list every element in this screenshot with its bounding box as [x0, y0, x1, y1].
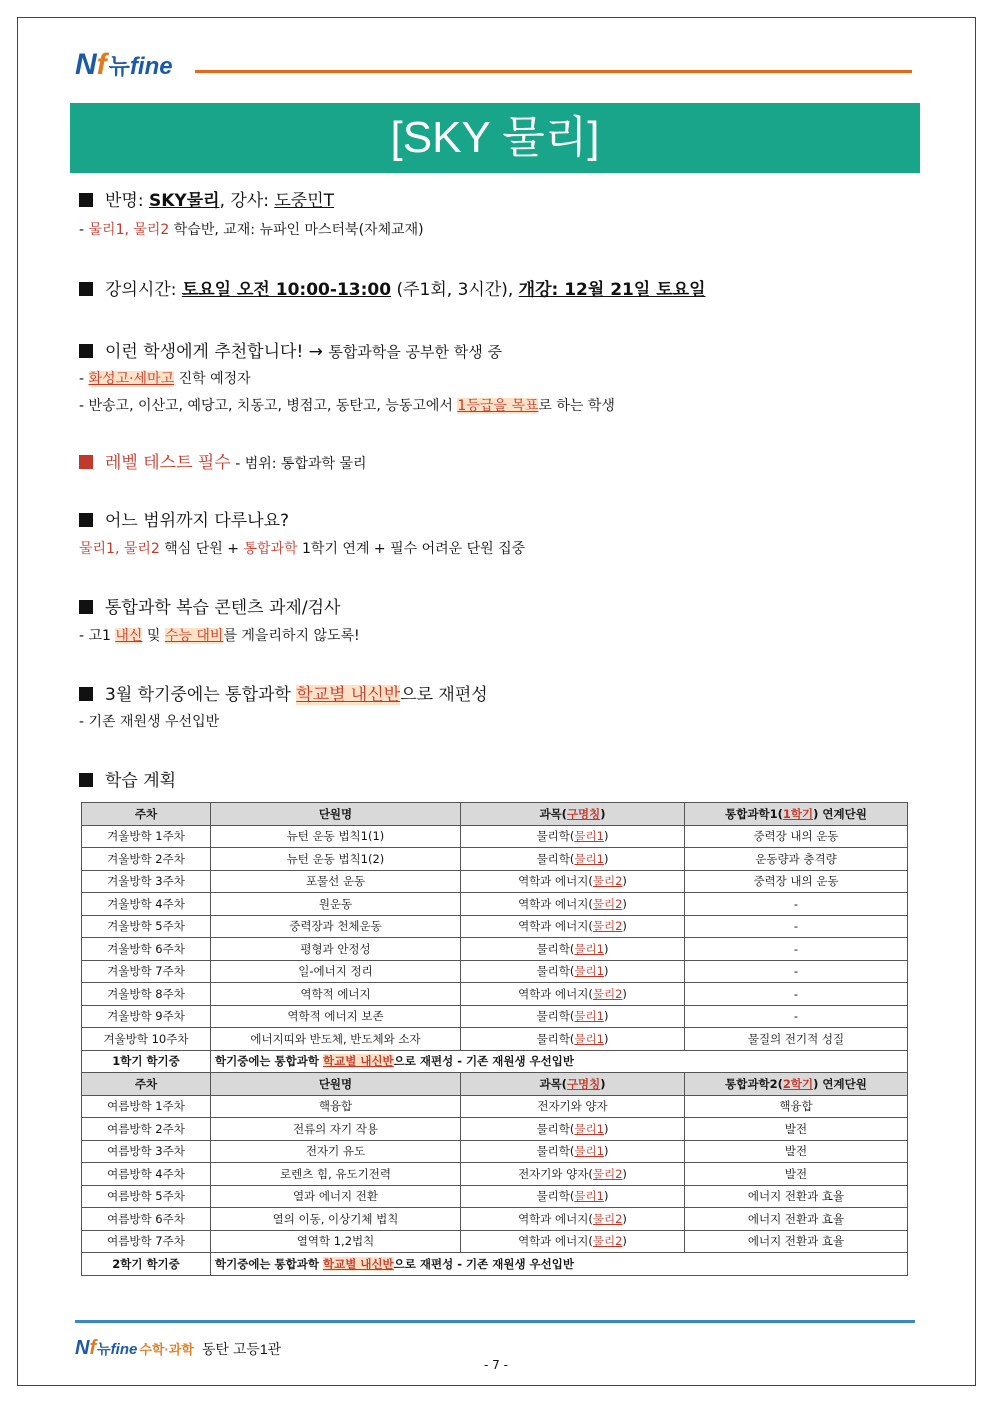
unit-cell: 열과 에너지 전환	[211, 1185, 461, 1208]
text: 반명:	[105, 191, 149, 211]
bullet-square-icon	[79, 600, 93, 614]
recommend-sub-1	[79, 368, 251, 388]
text: - 범위: 통합과학 물리	[230, 456, 367, 472]
table-row	[82, 1095, 908, 1118]
week-cell: 여름방학 2주차	[82, 1118, 211, 1141]
brand-fine: fine	[110, 1341, 138, 1358]
class-name: SKY물리	[148, 191, 220, 211]
header-unit: 단원명	[211, 803, 461, 826]
start-date: 개강: 12월 21일 토요일	[518, 280, 706, 300]
text: 학습반, 교재: 뉴파인 마스터북(자체교재)	[169, 222, 424, 238]
footer-campus: 동탄 고등1관	[201, 1341, 282, 1357]
unit-cell: 핵융합	[211, 1095, 461, 1118]
week-cell: 겨울방학 6주차	[82, 938, 211, 961]
sem1-note: 학기중에는 통합과학 학교별 내신반으로 재편성 - 기존 재원생 우선입반	[211, 1050, 908, 1073]
table-row	[82, 1208, 908, 1231]
table-row	[82, 1005, 908, 1028]
text: 강의시간:	[105, 280, 182, 300]
link-cell: -	[685, 960, 908, 983]
table-row	[82, 983, 908, 1006]
link-cell: -	[685, 893, 908, 916]
unit-cell: 전류의 자기 작용	[211, 1118, 461, 1141]
naesin: 내신	[115, 628, 143, 644]
class-time: 토요일 오전 10:00-13:00	[181, 280, 392, 300]
section-plan	[79, 766, 176, 791]
week-cell: 여름방학 1주차	[82, 1095, 211, 1118]
unit-cell: 역학적 에너지	[211, 983, 461, 1006]
subject-cell: 물리학(물리1)	[461, 960, 685, 983]
subjects: 물리1, 물리2	[88, 222, 170, 238]
bullet-square-icon	[79, 344, 93, 358]
unit-cell: 열의 이동, 이상기체 법칙	[211, 1208, 461, 1231]
recommend-sub-2	[79, 395, 615, 415]
unit-cell: 평형과 안정성	[211, 938, 461, 961]
goal: 1등급을 목표	[457, 398, 539, 414]
bullet-square-icon	[79, 513, 93, 527]
bullet-square-icon	[79, 687, 93, 701]
text: - 반송고, 이산고, 예당고, 치동고, 병점고, 동탄고, 능동고에서	[79, 398, 458, 414]
bullet-square-icon	[79, 193, 93, 207]
week-cell: 여름방학 4주차	[82, 1163, 211, 1186]
brand-ko: 뉴	[97, 1341, 111, 1357]
unit-cell: 열역학 1,2법칙	[211, 1230, 461, 1253]
week-cell: 여름방학 6주차	[82, 1208, 211, 1231]
table-row	[82, 1118, 908, 1141]
link-cell: 에너지 전환과 효율	[685, 1185, 908, 1208]
table-header-row-2	[82, 1073, 908, 1096]
text: 로 하는 학생	[538, 398, 615, 414]
link-cell: -	[685, 1005, 908, 1028]
subject-cell: 역학과 에너지(물리2)	[461, 915, 685, 938]
subject-cell: 역학과 에너지(물리2)	[461, 983, 685, 1006]
page-title: [SKY 물리]	[70, 103, 920, 173]
header-subject: 과목(구명칭)	[461, 1073, 685, 1096]
header-link: 통합과학2(2학기) 연계단원	[685, 1073, 908, 1096]
week-cell: 겨울방학 7주차	[82, 960, 211, 983]
page-number: - 7 -	[484, 1358, 508, 1372]
subject-cell: 역학과 에너지(물리2)	[461, 870, 685, 893]
header-week: 주차	[82, 1073, 211, 1096]
week-cell: 겨울방학 5주차	[82, 915, 211, 938]
subject-cell: 역학과 에너지(물리2)	[461, 1230, 685, 1253]
subject-cell: 물리학(물리1)	[461, 1028, 685, 1051]
table-row	[82, 825, 908, 848]
suneung: 수능 대비	[164, 628, 224, 644]
week-cell: 겨울방학 9주차	[82, 1005, 211, 1028]
text: 어느 범위까지 다루나요?	[105, 511, 290, 531]
subject-cell: 물리학(물리1)	[461, 1140, 685, 1163]
table-row-sem2	[82, 1253, 908, 1276]
section-level-test	[79, 448, 367, 473]
week-cell: 겨울방학 2주차	[82, 848, 211, 871]
week-cell: 겨울방학 10주차	[82, 1028, 211, 1051]
text: 통합과학 복습 콘텐츠 과제/검사	[105, 598, 341, 618]
text: 및	[142, 628, 165, 644]
week-cell: 겨울방학 3주차	[82, 870, 211, 893]
teacher-name: 도중민T	[274, 191, 335, 211]
brand-logo	[75, 48, 173, 82]
table-row	[82, 1163, 908, 1186]
section-recommend	[79, 337, 502, 362]
unit-cell: 뉴턴 운동 법칙1(1)	[211, 825, 461, 848]
sem1-label: 1학기 학기중	[82, 1050, 211, 1073]
school-class: 학교별 내신반	[296, 685, 401, 705]
nf-mark: Nf	[75, 48, 107, 81]
subject-cell: 역학과 에너지(물리2)	[461, 1208, 685, 1231]
bullet-square-icon	[79, 282, 93, 296]
section-class-sub	[79, 219, 424, 239]
text: 통합과학을 공부한 학생 중	[328, 343, 503, 361]
table-row-sem1	[82, 1050, 908, 1073]
footer-subject: 수학·과학	[139, 1342, 194, 1357]
brand-fine: fine	[129, 53, 173, 80]
link-cell: 에너지 전환과 효율	[685, 1230, 908, 1253]
table-row	[82, 1140, 908, 1163]
table-row	[82, 960, 908, 983]
unit-cell: 전자기 유도	[211, 1140, 461, 1163]
header-link: 통합과학1(1학기) 연계단원	[685, 803, 908, 826]
link-cell: -	[685, 915, 908, 938]
integrated-science: 통합과학	[243, 541, 298, 557]
week-cell: 겨울방학 4주차	[82, 893, 211, 916]
section-review	[79, 593, 340, 618]
table-row	[82, 938, 908, 961]
unit-cell: 일-에너지 정리	[211, 960, 461, 983]
text: 으로 재편성	[400, 685, 488, 705]
brand-ko: 뉴	[108, 54, 130, 79]
link-cell: -	[685, 938, 908, 961]
link-cell: -	[685, 983, 908, 1006]
subjects: 물리1, 물리2	[79, 541, 160, 557]
header-subject: 과목(구명칭)	[461, 803, 685, 826]
section-schedule	[79, 275, 706, 300]
table-row	[82, 915, 908, 938]
section-march	[79, 680, 488, 705]
text: 학습 계획	[105, 771, 177, 791]
link-cell: 중력장 내의 운동	[685, 825, 908, 848]
unit-cell: 원운동	[211, 893, 461, 916]
unit-cell: 뉴턴 운동 법칙1(2)	[211, 848, 461, 871]
table-row	[82, 1028, 908, 1051]
footer-rule	[75, 1320, 915, 1323]
link-cell: 중력장 내의 운동	[685, 870, 908, 893]
table-row	[82, 870, 908, 893]
subject-cell: 물리학(물리1)	[461, 1185, 685, 1208]
link-cell: 에너지 전환과 효율	[685, 1208, 908, 1231]
unit-cell: 포물선 운동	[211, 870, 461, 893]
subject-cell: 물리학(물리1)	[461, 1005, 685, 1028]
winter-rows	[82, 825, 908, 1050]
subject-cell: 전자기와 양자(물리2)	[461, 1163, 685, 1186]
table-row	[82, 1230, 908, 1253]
link-cell: 운동량과 충격량	[685, 848, 908, 871]
subject-cell: 역학과 에너지(물리2)	[461, 893, 685, 916]
week-cell: 여름방학 7주차	[82, 1230, 211, 1253]
bullet-square-icon	[79, 773, 93, 787]
sem2-label: 2학기 학기중	[82, 1253, 211, 1276]
sem2-note: 학기중에는 통합과학 학교별 내신반으로 재편성 - 기존 재원생 우선입반	[211, 1253, 908, 1276]
text: 진학 예정자	[174, 371, 251, 387]
table-row	[82, 848, 908, 871]
table-row	[82, 893, 908, 916]
text: - 기존 재원생 우선입반	[79, 714, 220, 730]
header-rule	[195, 70, 912, 73]
subject-cell: 물리학(물리1)	[461, 1118, 685, 1141]
subject-cell: 물리학(물리1)	[461, 938, 685, 961]
subject-cell: 물리학(물리1)	[461, 825, 685, 848]
text: -	[79, 371, 89, 387]
study-plan-table	[81, 802, 908, 1276]
text: (주1회, 3시간),	[391, 280, 519, 300]
unit-cell: 로렌츠 힘, 유도기전력	[211, 1163, 461, 1186]
header-unit: 단원명	[211, 1073, 461, 1096]
link-cell: 발전	[685, 1163, 908, 1186]
week-cell: 여름방학 5주차	[82, 1185, 211, 1208]
target-schools: 화성고·세마고	[88, 371, 175, 387]
header-week: 주차	[82, 803, 211, 826]
link-cell: 발전	[685, 1140, 908, 1163]
link-cell: 물질의 전기적 성질	[685, 1028, 908, 1051]
scope-sub	[79, 538, 525, 558]
text: , 강사:	[219, 191, 275, 211]
text: 를 게을리하지 않도록!	[223, 628, 360, 644]
section-class-name	[79, 186, 334, 211]
text: -	[79, 222, 89, 238]
link-cell: 핵융합	[685, 1095, 908, 1118]
subject-cell: 물리학(물리1)	[461, 848, 685, 871]
review-sub	[79, 625, 360, 645]
week-cell: 겨울방학 8주차	[82, 983, 211, 1006]
table-row	[82, 1185, 908, 1208]
week-cell: 여름방학 3주차	[82, 1140, 211, 1163]
subject-cell: 전자기와 양자	[461, 1095, 685, 1118]
unit-cell: 역학적 에너지 보존	[211, 1005, 461, 1028]
week-cell: 겨울방학 1주차	[82, 825, 211, 848]
link-cell: 발전	[685, 1118, 908, 1141]
text: 핵심 단원 +	[159, 541, 244, 557]
march-sub	[79, 711, 219, 731]
section-scope	[79, 506, 289, 531]
text: 3월 학기중에는 통합과학	[105, 685, 297, 705]
text: 1학기 연계 + 필수 어려운 단원 집중	[297, 541, 526, 557]
text: - 고1	[79, 628, 116, 644]
table-header-row	[82, 803, 908, 826]
unit-cell: 에너지띠와 반도체, 반도체와 소자	[211, 1028, 461, 1051]
level-test: 레벨 테스트 필수	[105, 453, 231, 473]
nf-mark: Nf	[75, 1337, 97, 1359]
footer-logo	[75, 1337, 281, 1360]
bullet-square-icon	[79, 455, 93, 469]
text: 이런 학생에게 추천합니다! →	[105, 342, 329, 362]
unit-cell: 중력장과 천체운동	[211, 915, 461, 938]
summer-rows	[82, 1095, 908, 1253]
